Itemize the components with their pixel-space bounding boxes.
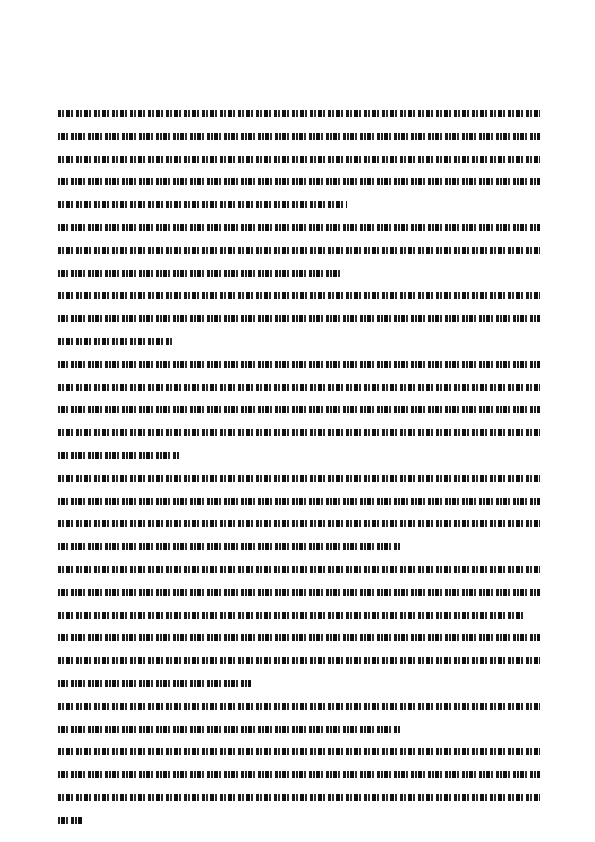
- text-line: [58, 537, 540, 560]
- text-line-ink: [58, 406, 540, 413]
- text-line: [58, 583, 540, 606]
- text-line-ink: [58, 110, 540, 117]
- text-line-ink: [58, 680, 251, 687]
- text-line-ink: [58, 361, 540, 368]
- text-line: [58, 309, 540, 332]
- text-line-ink: [58, 178, 540, 185]
- text-line-ink: [58, 475, 540, 482]
- paragraph: [58, 469, 540, 560]
- paragraph: [58, 355, 540, 469]
- text-line-ink: [58, 817, 82, 824]
- text-line: [58, 218, 540, 241]
- document-body: [58, 104, 540, 834]
- text-line: [58, 606, 540, 629]
- text-line: [58, 469, 540, 492]
- paragraph: [58, 286, 540, 354]
- text-line-ink: [58, 543, 400, 550]
- text-line: [58, 560, 540, 583]
- text-line-ink: [58, 133, 540, 140]
- text-line-ink: [58, 748, 540, 755]
- text-line-ink: [58, 726, 400, 733]
- text-line: [58, 765, 540, 788]
- text-line-ink: [58, 429, 540, 436]
- text-line: [58, 104, 540, 127]
- text-line: [58, 742, 540, 765]
- text-line-ink: [58, 657, 540, 664]
- text-line: [58, 378, 540, 401]
- text-line-ink: [58, 201, 347, 208]
- text-line: [58, 651, 540, 674]
- text-line: [58, 811, 540, 834]
- paragraph: [58, 697, 540, 743]
- text-line: [58, 446, 540, 469]
- text-line: [58, 172, 540, 195]
- paragraph: [58, 218, 540, 286]
- text-line-ink: [58, 452, 179, 459]
- text-line: [58, 127, 540, 150]
- text-line: [58, 674, 540, 697]
- text-line-ink: [58, 771, 540, 778]
- text-line: [58, 241, 540, 264]
- text-line-ink: [58, 224, 540, 231]
- paragraph: [58, 628, 540, 696]
- text-line-ink: [58, 270, 342, 277]
- text-line: [58, 264, 540, 287]
- text-line-ink: [58, 612, 526, 619]
- text-line-ink: [58, 292, 540, 299]
- text-line-ink: [58, 794, 540, 801]
- text-line-ink: [58, 384, 540, 391]
- text-line: [58, 400, 540, 423]
- paragraph: [58, 560, 540, 628]
- text-line: [58, 195, 540, 218]
- text-line: [58, 697, 540, 720]
- text-line-ink: [58, 338, 174, 345]
- text-line-ink: [58, 703, 540, 710]
- text-line: [58, 492, 540, 515]
- text-line: [58, 423, 540, 446]
- text-line-ink: [58, 498, 540, 505]
- text-line-ink: [58, 156, 540, 163]
- text-line: [58, 332, 540, 355]
- text-line: [58, 286, 540, 309]
- text-line: [58, 355, 540, 378]
- text-line: [58, 514, 540, 537]
- text-line: [58, 720, 540, 743]
- text-line-ink: [58, 315, 540, 322]
- text-line-ink: [58, 634, 540, 641]
- text-line-ink: [58, 520, 540, 527]
- text-line: [58, 628, 540, 651]
- text-line: [58, 150, 540, 173]
- text-line: [58, 788, 540, 811]
- text-line-ink: [58, 247, 540, 254]
- text-line-ink: [58, 589, 540, 596]
- paragraph: [58, 104, 540, 218]
- text-line-ink: [58, 566, 540, 573]
- paragraph: [58, 742, 540, 833]
